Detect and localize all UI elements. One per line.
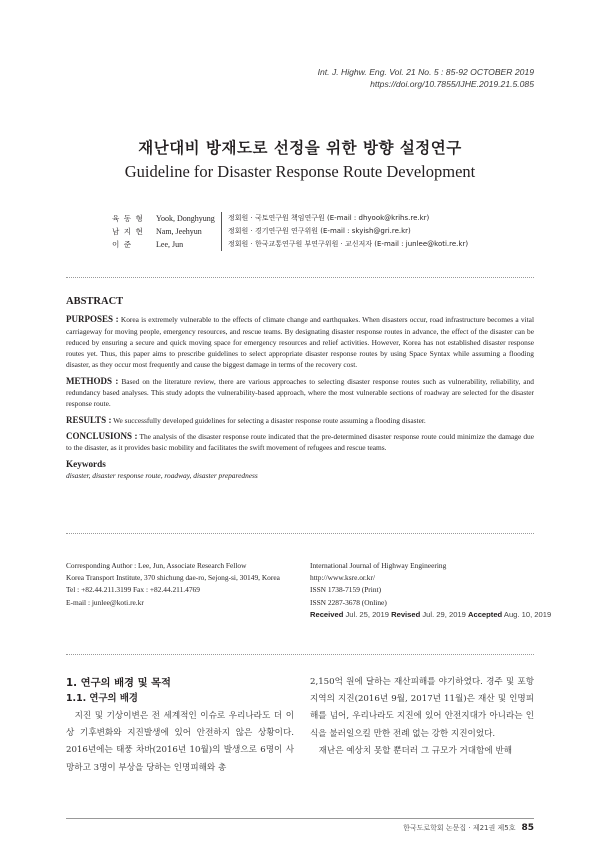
revised-label: Revised	[391, 609, 421, 619]
subsection-heading: 1.1. 연구의 배경	[66, 693, 138, 704]
abstract-methods	[66, 376, 534, 410]
author-affiliation: 정회원 · 국토연구원 책임연구원 (E-mail : dhyook@krihs.re.kr)	[228, 214, 430, 222]
title-english: Guideline for Disaster Response Route Development	[124, 162, 476, 181]
author-row	[0, 212, 600, 225]
journal-citation: Int. J. Highw. Eng. Vol. 21 No. 5 : 85-92 OCTOBER 2019	[317, 67, 534, 77]
author-name-ko: 남 지 현	[112, 227, 144, 236]
author-row	[0, 225, 600, 238]
author-row	[0, 238, 600, 251]
keywords-heading: Keywords	[66, 458, 106, 469]
results-text: We successfully developed guidelines for selecting a disaster response route assuming a flooding disaster.	[113, 415, 426, 425]
page-number: 85	[521, 823, 534, 833]
abstract-conclusions	[66, 431, 534, 454]
submission-dates	[310, 609, 551, 621]
conclusions-text: The analysis of the disaster response route indicated that the pre-determined disaster response route could minimize the damage due to the disaster, as it provides basic mobility and facilitates the swift movement of refugees and rescue teams.	[66, 431, 534, 453]
title-korean: 재난대비 방재도로 선정을 위한 방향 설정연구	[138, 138, 462, 157]
author-affiliation: 정회원 · 경기연구원 연구위원 (E-mail : skyish@gri.re.kr)	[228, 227, 411, 235]
footer-rule	[66, 818, 534, 819]
page-footer	[403, 823, 534, 833]
journal-url[interactable]: http://www.ksre.or.kr/	[310, 573, 376, 583]
abstract-heading: ABSTRACT	[66, 296, 124, 307]
author-name-ko: 이 준	[112, 240, 133, 249]
dotted-divider	[66, 277, 534, 278]
revised-date: Jul. 29, 2019	[422, 609, 466, 619]
accepted-label: Accepted	[468, 609, 503, 619]
journal-header	[318, 66, 534, 90]
body-paragraph: 지진 및 기상이변은 전 세계적인 이슈로 우리나라도 더 이상 기후변화와 지진발생에 있어 안전하지 않은 상황이다. 2016년에는 태풍 차바(2016년 10월)의 발생으로 6명이 사망하고 3명이 부상을 당하는 인명피해와 총	[66, 711, 294, 773]
corr-email[interactable]: E-mail : junlee@koti.re.kr	[66, 597, 144, 607]
corr-line: Korea Transport Institute, 370 shichung dae-ro, Sejong-si, 30149, Korea	[66, 573, 280, 583]
body-paragraph: 2,150억 원에 달하는 재산피해를 야기하였다. 경주 및 포항지역의 지진(2016년 9월, 2017년 11월)은 재산 및 인명피해를 넘어, 우리나라도 지진에 있어 안전지대가 아니라는 인식을 불러일으킬 만한 전례 없는 강한 지진이었다.	[310, 677, 534, 739]
purposes-label: PURPOSES :	[66, 314, 119, 325]
issn-print: ISSN 1738-7159 (Print)	[310, 585, 382, 595]
footer-journal: 한국도로학회 논문집 · 제21권 제5호	[403, 824, 516, 832]
journal-name: International Journal of Highway Engineering	[310, 561, 447, 570]
conclusions-label: CONCLUSIONS :	[66, 430, 138, 441]
body-column-right	[310, 674, 534, 760]
received-label: Received	[310, 609, 344, 619]
author-name-en: Nam, Jeehyun	[156, 227, 202, 236]
body-column-left	[66, 676, 294, 777]
corr-line: Tel : +82.44.211.3199 Fax : +82.44.211.4769	[66, 585, 200, 595]
methods-text: Based on the literature review, there are various approaches to selecting disaster response routes such as vulnerability, reliability, and redundancy based analyses. This study adopts the vulnerability-based approach, where the most vulnerable sections of roadway are selected for the disaster response route.	[66, 376, 534, 409]
corr-line: Corresponding Author : Lee, Jun, Associate Research Fellow	[66, 561, 247, 570]
accepted-date: Aug. 10, 2019	[503, 609, 552, 619]
author-divider	[221, 212, 222, 251]
purposes-text: Korea is extremely vulnerable to the effects of climate change and earthquakes. When disasters occur, road infrastructure becomes a vital carriageway for moving people, emergency resources, and rescue teams. By designating disaster response routes in advance, the effect of the disaster can be reduced by ensuring a secure and quick moving space for emergency resources and relief activities. However, Korea has not established disaster response routes yet. Thus, this paper aims to prescribe guidelines to select appropriate disaster response routes by using Space Syntax while assuming a flooding disaster, as they occur most frequently and cause the biggest damage in terms of the recovery cost.	[66, 315, 534, 370]
author-name-en: Yook, Donghyung	[156, 214, 215, 223]
doi-link[interactable]: https://doi.org/10.7855/IJHE.2019.21.5.085	[370, 79, 534, 89]
abstract	[66, 296, 534, 481]
keywords-text: disaster, disaster response route, roadway, disaster preparedness	[66, 470, 258, 480]
section-heading: 1. 연구의 배경 및 목적	[66, 677, 171, 689]
author-name-en: Lee, Jun	[156, 240, 184, 249]
corresponding-author-block	[66, 560, 280, 609]
dotted-divider	[66, 533, 534, 534]
author-affiliation: 정회원 · 한국교통연구원 부연구위원 · 교신저자 (E-mail : junlee@koti.re.kr)	[228, 240, 469, 248]
issn-online: ISSN 2287-3678 (Online)	[310, 597, 387, 607]
received-date: Jul. 25, 2019	[345, 609, 389, 619]
results-label: RESULTS :	[66, 414, 112, 425]
body-paragraph: 재난은 예상치 못할 뿐더러 그 규모가 거대함에 반해	[318, 745, 513, 756]
dotted-divider	[66, 654, 534, 655]
author-name-ko: 육 동 형	[112, 214, 144, 223]
abstract-purposes	[66, 314, 534, 370]
journal-info-block	[310, 560, 551, 621]
abstract-results	[66, 415, 534, 426]
methods-label: METHODS :	[66, 375, 119, 386]
